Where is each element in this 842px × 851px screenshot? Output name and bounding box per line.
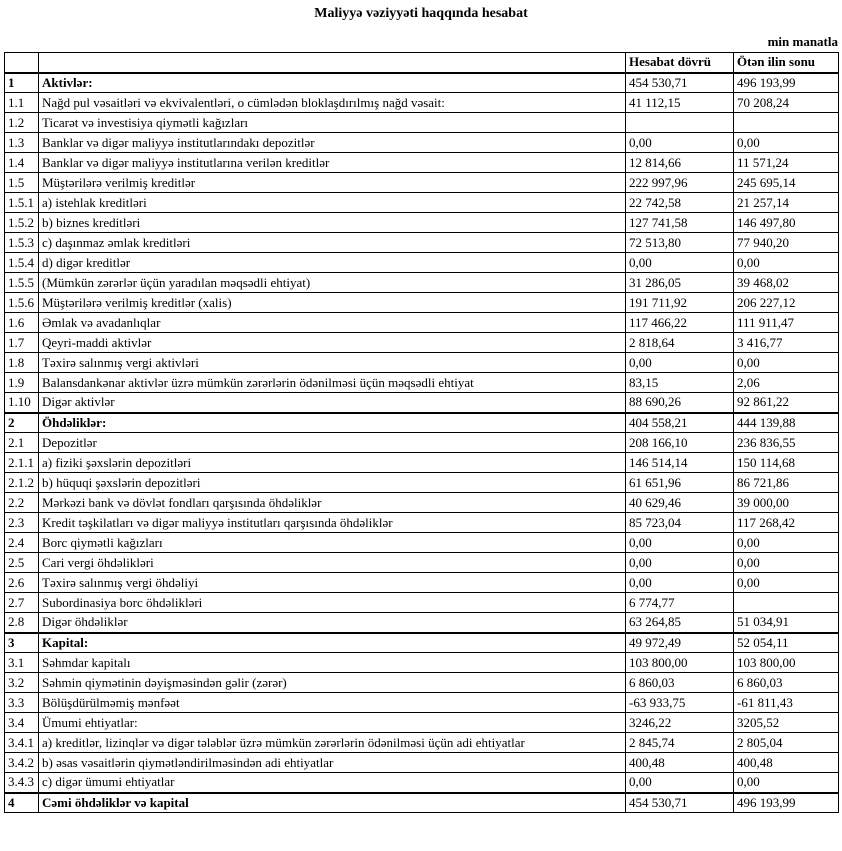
row-number: 2.3	[5, 513, 39, 533]
row-value-current: 6 774,77	[626, 593, 734, 613]
row-label: Səhmdar kapitalı	[39, 653, 626, 673]
table-row	[5, 593, 839, 613]
row-value-previous: 496 193,99	[734, 793, 839, 813]
row-number: 1.6	[5, 313, 39, 333]
row-number: 3.4	[5, 713, 39, 733]
row-label: Digər öhdəliklər	[39, 613, 626, 633]
row-value-current: 0,00	[626, 573, 734, 593]
row-number: 3.4.3	[5, 773, 39, 793]
row-label: Bölüşdürülməmiş mənfəət	[39, 693, 626, 713]
row-value-current: 191 711,92	[626, 293, 734, 313]
row-label: a) fiziki şəxslərin depozitləri	[39, 453, 626, 473]
table-row	[5, 513, 839, 533]
row-value-previous: 150 114,68	[734, 453, 839, 473]
table-row	[5, 73, 839, 93]
row-value-previous: 0,00	[734, 773, 839, 793]
row-value-previous: 11 571,24	[734, 153, 839, 173]
row-value-current	[626, 113, 734, 133]
table-row	[5, 773, 839, 793]
financial-position-table	[4, 52, 839, 813]
row-value-previous: 111 911,47	[734, 313, 839, 333]
row-number: 2.7	[5, 593, 39, 613]
row-value-current: 3246,22	[626, 713, 734, 733]
row-number: 1.5.4	[5, 253, 39, 273]
row-number: 1.7	[5, 333, 39, 353]
row-value-current: 454 530,71	[626, 73, 734, 93]
row-value-previous: 0,00	[734, 533, 839, 553]
row-label: Mərkəzi bank və dövlət fondları qarşısında öhdəliklər	[39, 493, 626, 513]
row-value-current: 0,00	[626, 773, 734, 793]
row-label: Əmlak və avadanlıqlar	[39, 313, 626, 333]
row-label: Kapital:	[39, 633, 626, 653]
row-number: 3	[5, 633, 39, 653]
row-value-previous	[734, 113, 839, 133]
table-row	[5, 473, 839, 493]
row-value-previous: 3205,52	[734, 713, 839, 733]
row-number: 3.3	[5, 693, 39, 713]
row-label: Qeyri-maddi aktivlər	[39, 333, 626, 353]
row-number: 2.1.1	[5, 453, 39, 473]
row-number: 2.1	[5, 433, 39, 453]
row-value-previous: 496 193,99	[734, 73, 839, 93]
row-value-current: 6 860,03	[626, 673, 734, 693]
row-value-previous: 236 836,55	[734, 433, 839, 453]
table-row	[5, 633, 839, 653]
table-row	[5, 93, 839, 113]
row-value-current: 454 530,71	[626, 793, 734, 813]
row-label: Borc qiymətli kağızları	[39, 533, 626, 553]
row-value-current: 61 651,96	[626, 473, 734, 493]
row-value-previous: -61 811,43	[734, 693, 839, 713]
page-title: Maliyyə vəziyyəti haqqında hesabat	[314, 6, 528, 21]
row-number: 1.5.2	[5, 213, 39, 233]
table-row	[5, 573, 839, 593]
row-number: 3.1	[5, 653, 39, 673]
table-row	[5, 733, 839, 753]
row-value-previous: 51 034,91	[734, 613, 839, 633]
row-label: Müştərilərə verilmiş kreditlər (xalis)	[39, 293, 626, 313]
row-number: 2	[5, 413, 39, 433]
row-number: 2.8	[5, 613, 39, 633]
row-value-previous: 0,00	[734, 573, 839, 593]
row-value-current: -63 933,75	[626, 693, 734, 713]
row-value-current: 222 997,96	[626, 173, 734, 193]
row-label: c) digər ümumi ehtiyatlar	[39, 773, 626, 793]
table-row	[5, 433, 839, 453]
row-number: 3.2	[5, 673, 39, 693]
row-value-current: 83,15	[626, 373, 734, 393]
row-label: Cəmi öhdəliklər və kapital	[39, 793, 626, 813]
row-number: 1.5.5	[5, 273, 39, 293]
row-number: 1.5.1	[5, 193, 39, 213]
row-value-current: 49 972,49	[626, 633, 734, 653]
table-row	[5, 113, 839, 133]
table-row	[5, 353, 839, 373]
row-value-current: 400,48	[626, 753, 734, 773]
row-value-previous: 0,00	[734, 253, 839, 273]
header-row	[5, 53, 839, 73]
row-number: 4	[5, 793, 39, 813]
table-row	[5, 493, 839, 513]
table-row	[5, 793, 839, 813]
row-value-previous: 444 139,88	[734, 413, 839, 433]
row-value-previous: 39 000,00	[734, 493, 839, 513]
table-row	[5, 213, 839, 233]
table-row	[5, 173, 839, 193]
row-value-previous: 0,00	[734, 353, 839, 373]
row-label: d) digər kreditlər	[39, 253, 626, 273]
row-value-current: 0,00	[626, 553, 734, 573]
row-label: a) kreditlər, lizinqlər və digər tələblər üzrə mümkün zərərlərin ödənilməsi üçün adi ehtiyatlar	[39, 733, 626, 753]
unit-note: min manatla	[767, 34, 838, 49]
row-label: Öhdəliklər:	[39, 413, 626, 433]
row-value-previous: 3 416,77	[734, 333, 839, 353]
row-value-current: 40 629,46	[626, 493, 734, 513]
table-row	[5, 413, 839, 433]
row-value-current: 103 800,00	[626, 653, 734, 673]
row-value-current: 88 690,26	[626, 393, 734, 413]
row-number: 2.4	[5, 533, 39, 553]
table-row	[5, 753, 839, 773]
row-number: 1.8	[5, 353, 39, 373]
row-number: 1.9	[5, 373, 39, 393]
row-number: 1.10	[5, 393, 39, 413]
row-number: 1.4	[5, 153, 39, 173]
row-number: 1.3	[5, 133, 39, 153]
row-label: Banklar və digər maliyyə institutlarına verilən kreditlər	[39, 153, 626, 173]
row-number: 2.1.2	[5, 473, 39, 493]
row-label: c) daşınmaz əmlak kreditləri	[39, 233, 626, 253]
row-value-previous: 92 861,22	[734, 393, 839, 413]
row-value-current: 0,00	[626, 253, 734, 273]
row-label: Təxirə salınmış vergi aktivləri	[39, 353, 626, 373]
row-value-current: 0,00	[626, 533, 734, 553]
row-value-previous	[734, 593, 839, 613]
row-label: Depozitlər	[39, 433, 626, 453]
table-row	[5, 693, 839, 713]
row-number: 1	[5, 73, 39, 93]
table-row	[5, 553, 839, 573]
table-row	[5, 533, 839, 553]
row-label: Kredit təşkilatları və digər maliyyə institutları qarşısında öhdəliklər	[39, 513, 626, 533]
row-label: Digər aktivlər	[39, 393, 626, 413]
row-value-previous: 0,00	[734, 553, 839, 573]
row-value-previous: 2,06	[734, 373, 839, 393]
row-number: 1.1	[5, 93, 39, 113]
header-label-cell	[39, 53, 626, 73]
row-number: 2.2	[5, 493, 39, 513]
table-body	[5, 73, 839, 813]
row-value-previous: 86 721,86	[734, 473, 839, 493]
row-value-previous: 52 054,11	[734, 633, 839, 653]
row-value-previous: 21 257,14	[734, 193, 839, 213]
row-label: Səhmin qiymətinin dəyişməsindən gəlir (zərər)	[39, 673, 626, 693]
row-value-previous: 206 227,12	[734, 293, 839, 313]
row-label: b) biznes kreditləri	[39, 213, 626, 233]
row-label: a) istehlak kreditləri	[39, 193, 626, 213]
row-value-current: 117 466,22	[626, 313, 734, 333]
row-value-current: 208 166,10	[626, 433, 734, 453]
row-value-current: 41 112,15	[626, 93, 734, 113]
row-label: Ümumi ehtiyatlar:	[39, 713, 626, 733]
row-value-current: 12 814,66	[626, 153, 734, 173]
row-number: 1.5	[5, 173, 39, 193]
row-label: Aktivlər:	[39, 73, 626, 93]
row-value-current: 0,00	[626, 353, 734, 373]
table-row	[5, 273, 839, 293]
row-value-previous: 117 268,42	[734, 513, 839, 533]
row-label: Nağd pul vəsaitləri və ekvivalentləri, o cümlədən bloklaşdırılmış nağd vəsait:	[39, 93, 626, 113]
row-label: Subordinasiya borc öhdəlikləri	[39, 593, 626, 613]
table-row	[5, 153, 839, 173]
row-value-previous: 39 468,02	[734, 273, 839, 293]
row-label: b) əsas vəsaitlərin qiymətləndirilməsindən adi ehtiyatlar	[39, 753, 626, 773]
row-value-current: 127 741,58	[626, 213, 734, 233]
table-row	[5, 253, 839, 273]
row-number: 3.4.2	[5, 753, 39, 773]
row-value-previous: 2 805,04	[734, 733, 839, 753]
row-label: Ticarət və investisiya qiymətli kağızları	[39, 113, 626, 133]
row-number: 1.5.3	[5, 233, 39, 253]
row-label: Balansdankənar aktivlər üzrə mümkün zərərlərin ödənilməsi üçün məqsədli ehtiyat	[39, 373, 626, 393]
row-value-current: 31 286,05	[626, 273, 734, 293]
header-id-cell	[5, 53, 39, 73]
table-row	[5, 393, 839, 413]
row-label: Təxirə salınmış vergi öhdəliyi	[39, 573, 626, 593]
row-value-previous: 0,00	[734, 133, 839, 153]
row-label: Müştərilərə verilmiş kreditlər	[39, 173, 626, 193]
row-value-previous: 245 695,14	[734, 173, 839, 193]
row-value-previous: 400,48	[734, 753, 839, 773]
table-row	[5, 713, 839, 733]
row-value-current: 404 558,21	[626, 413, 734, 433]
table-row	[5, 313, 839, 333]
row-value-current: 2 818,64	[626, 333, 734, 353]
table-row	[5, 613, 839, 633]
row-number: 3.4.1	[5, 733, 39, 753]
row-value-previous: 77 940,20	[734, 233, 839, 253]
row-value-previous: 70 208,24	[734, 93, 839, 113]
header-current-period: Hesabat dövrü	[626, 53, 734, 73]
row-number: 1.2	[5, 113, 39, 133]
header-previous-year-end: Ötən ilin sonu	[734, 53, 839, 73]
row-value-current: 85 723,04	[626, 513, 734, 533]
row-value-current: 63 264,85	[626, 613, 734, 633]
table-row	[5, 453, 839, 473]
row-label: b) hüquqi şəxslərin depozitləri	[39, 473, 626, 493]
row-value-previous: 146 497,80	[734, 213, 839, 233]
row-number: 2.5	[5, 553, 39, 573]
table-row	[5, 333, 839, 353]
row-value-current: 2 845,74	[626, 733, 734, 753]
table-row	[5, 133, 839, 153]
row-value-current: 0,00	[626, 133, 734, 153]
table-row	[5, 673, 839, 693]
row-number: 1.5.6	[5, 293, 39, 313]
row-value-previous: 103 800,00	[734, 653, 839, 673]
row-label: Banklar və digər maliyyə institutlarındakı depozitlər	[39, 133, 626, 153]
row-value-current: 72 513,80	[626, 233, 734, 253]
row-value-current: 146 514,14	[626, 453, 734, 473]
row-label: (Mümkün zərərlər üçün yaradılan məqsədli ehtiyat)	[39, 273, 626, 293]
row-label: Cari vergi öhdəlikləri	[39, 553, 626, 573]
table-row	[5, 293, 839, 313]
row-value-previous: 6 860,03	[734, 673, 839, 693]
row-number: 2.6	[5, 573, 39, 593]
row-value-current: 22 742,58	[626, 193, 734, 213]
table-row	[5, 373, 839, 393]
table-row	[5, 653, 839, 673]
table-row	[5, 233, 839, 253]
table-row	[5, 193, 839, 213]
